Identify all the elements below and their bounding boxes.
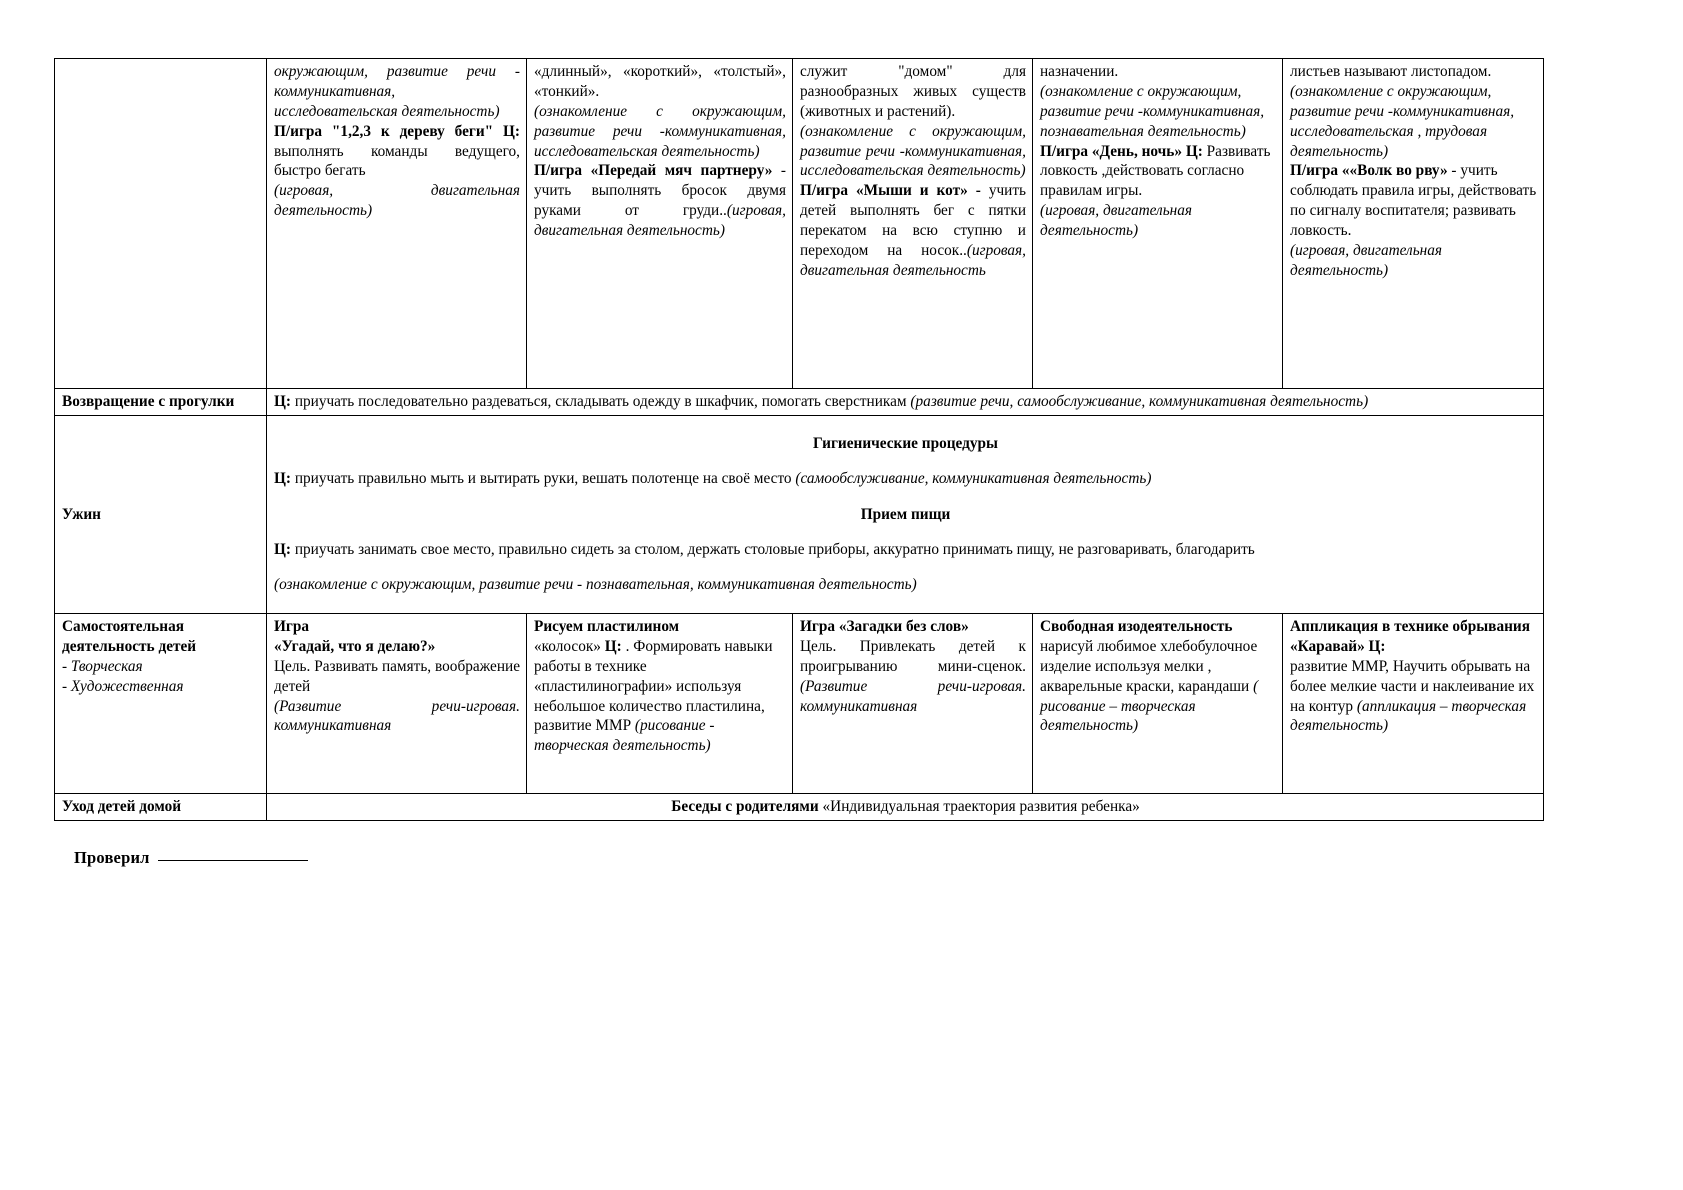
table-row-supper (55, 415, 1544, 613)
game-title-5: П/игра ««Волк во рву» (1290, 162, 1448, 180)
activity-text-4: назначении. (1040, 63, 1119, 80)
ind-body-3-text: Цель. Привлекать детей к проигрыванию мини-сценок. (800, 637, 1026, 675)
ind-body-4-text: нарисуй любимое хлебобулочное изделие используя мелки , акварельные краски, карандаши (1040, 637, 1258, 695)
activity-game-1 (274, 122, 520, 182)
ind-title-2: Рисуем пластилином (534, 618, 680, 636)
goal-activity-hygiene: (самообслуживание, коммуникативная деятельность) (795, 470, 1152, 488)
activity-type-2: (игровая, двигательная деятельность) (534, 202, 786, 239)
activity-text-5: листьев называют листопадом. (1290, 63, 1492, 80)
independent-label-sub1: - Творческая (62, 657, 143, 675)
ind-title-5: Аппликация в технике обрывания «Каравай» Ц: (1290, 618, 1530, 655)
ind-activity-2: (рисование - творческая деятельность) (534, 717, 715, 755)
row-label-independent-activity (55, 614, 267, 794)
activity-game-2 (534, 161, 786, 241)
ind-title-1a: Игра (274, 618, 310, 636)
cell-independent-day1 (267, 614, 527, 794)
cell-walk-day4 (1033, 59, 1283, 389)
activity-type-5: (игровая, двигательная деятельность) (1290, 241, 1443, 279)
activity-type-1: (игровая, двигательная деятельность) (274, 182, 520, 220)
activity-aim-5: (ознакомление с окружающим, развитие речи -коммуникативная, исследовательская , трудовая деятельность) (1290, 82, 1515, 160)
cell-independent-day3 (793, 614, 1033, 794)
ind-body-2 (534, 637, 786, 756)
independent-label-sub2: - Художественная (62, 677, 184, 695)
ind-body-4 (1040, 637, 1276, 736)
ind-activity-1: (Развитие речи-игровая. коммуникативная (274, 697, 520, 735)
game-desc-1: выполнять команды ведущего, быстро бегать (274, 142, 520, 180)
activity-aim-2: (ознакомление с окружающим, развитие речи -коммуникативная, исследовательская деятельность) (534, 102, 786, 160)
return-goal-text (274, 392, 1537, 412)
goal-activity-return: (развитие речи, самообслуживание, коммуникативная деятельность) (910, 393, 1369, 410)
home-talks-body: «Индивидуальная траектория развития ребенка» (818, 798, 1140, 816)
cell-walk-day2 (527, 59, 793, 389)
cell-walk-day1 (267, 59, 527, 389)
cell-independent-day2 (527, 614, 793, 794)
signature-block (74, 847, 1543, 868)
ind-activity-5: (аппликация – творческая деятельность) (1290, 697, 1527, 735)
cell-return-from-walk-content (267, 389, 1544, 416)
ind-title-1b: «Угадай, что я делаю?» (274, 637, 436, 655)
goal-prefix-meal: Ц: (274, 540, 291, 558)
ind-activity-4: ( рисование – творческая деятельность) (1040, 677, 1259, 735)
ind-body-3 (800, 637, 1026, 717)
game-title-4: П/игра «День, ночь» Ц: (1040, 142, 1203, 160)
activity-text-3: служит "домом" для разнообразных живых существ (животных и растений). (800, 63, 1026, 120)
game-desc-5: - учить соблюдать правила игры, действовать по сигналу воспитателя; развивать ловкость. (1290, 162, 1537, 239)
cell-independent-day4 (1033, 614, 1283, 794)
row-label-children-go-home: Уход детей домой (55, 794, 267, 821)
goal-activity-meal: (ознакомление с окружающим, развитие речи - познавательная, коммуникативная деятельность) (274, 575, 917, 593)
row-label-return-from-walk: Возвращение с прогулки (55, 389, 267, 416)
game-desc-4: Развивать ловкость ,действовать согласно правилам игры. (1040, 142, 1271, 200)
signature-label: Проверил (74, 847, 150, 867)
ind-title-3: Игра «Загадки без слов» (800, 618, 969, 636)
activity-text-2: «длинный», «короткий», «толстый», «тонкий». (534, 63, 786, 100)
ind-body-5-text: развитие ММР, Научить обрывать на более мелкие части и наклеивание их на контур (1290, 657, 1535, 715)
cell-independent-day5 (1283, 614, 1544, 794)
game-desc-2: - учить выполнять бросок двумя руками от груди.. (534, 162, 787, 220)
ind-title-4: Свободная изодеятельность (1040, 618, 1233, 636)
supper-heading-hygiene: Гигиенические процедуры (813, 435, 998, 453)
table-row-walk-continued (55, 59, 1544, 389)
ind-body-2-bold: Ц: (604, 637, 622, 655)
goal-body-return: приучать последовательно раздеваться, складывать одежду в шкафчик, помогать сверстникам (291, 393, 911, 410)
cell-walk-day3 (793, 59, 1033, 389)
table-row-return-from-walk (55, 389, 1544, 416)
table-row-independent-activity (55, 614, 1544, 794)
independent-label-line2: деятельность детей (62, 637, 197, 655)
goal-body-hygiene: приучать правильно мыть и вытирать руки, вешать полотенце на своё место (291, 470, 796, 488)
table-row-children-go-home (55, 794, 1544, 821)
supper-heading-meal: Прием пищи (860, 505, 951, 523)
signature-line[interactable] (158, 847, 308, 861)
daily-plan-table (54, 58, 1544, 821)
supper-goal-meal (274, 540, 1537, 560)
activity-type-3: (игровая, двигательная деятельность (800, 241, 1026, 279)
supper-goal-hygiene (274, 469, 1537, 489)
ind-body-2-rest: . Формировать навыки работы в технике «пластилинографии» используя небольшое количество пластилина, развитие ММР (534, 637, 773, 735)
ind-body-5 (1290, 657, 1537, 737)
home-talks-text (274, 797, 1537, 817)
activity-game-3 (800, 181, 1026, 280)
ind-body-1: Цель. Развивать память, воображение детей (274, 657, 520, 695)
goal-prefix-hygiene: Ц: (274, 470, 291, 488)
game-title-1: П/игра "1,2,3 к дереву беги" Ц: (274, 122, 520, 140)
ind-body-2-pre: «колосок» (534, 637, 605, 655)
game-title-3: П/игра «Мыши и кот» - (800, 182, 981, 200)
goal-prefix-return: Ц: (274, 393, 291, 410)
activity-game-5 (1290, 161, 1537, 241)
cell-children-go-home-content (267, 794, 1544, 821)
row-label-supper: Ужин (55, 415, 267, 613)
home-talks-prefix: Беседы с родителями (671, 798, 819, 816)
cell-walk-day5 (1283, 59, 1544, 389)
goal-body-meal: приучать занимать свое место, правильно сидеть за столом, держать столовые приборы, аккуратно принимать пищу, не разговаривать, благодарить (291, 540, 1255, 558)
game-desc-3: учить детей выполнять бег с пятки перекатом на всю ступню и переходом на носок.. (800, 182, 1027, 259)
cell-supper-content (267, 415, 1544, 613)
independent-label-line1: Самостоятельная (62, 618, 185, 636)
activity-aim-3: (ознакомление с окружающим, развитие речи -коммуникативная, исследовательская деятельность) (800, 122, 1026, 180)
activity-game-4 (1040, 142, 1276, 202)
activity-aim-4: (ознакомление с окружающим, развитие речи -коммуникативная, познавательная деятельность) (1040, 82, 1265, 140)
activity-aim-1: окружающим, развитие речи - коммуникативная, исследовательская деятельность) (274, 63, 520, 120)
ind-activity-3: (Развитие речи-игровая. коммуникативная (800, 677, 1026, 715)
row-label-empty (55, 59, 267, 389)
activity-type-4: (игровая, двигательная деятельность) (1040, 202, 1193, 239)
game-title-2: П/игра «Передай мяч партнеру» (534, 162, 773, 180)
